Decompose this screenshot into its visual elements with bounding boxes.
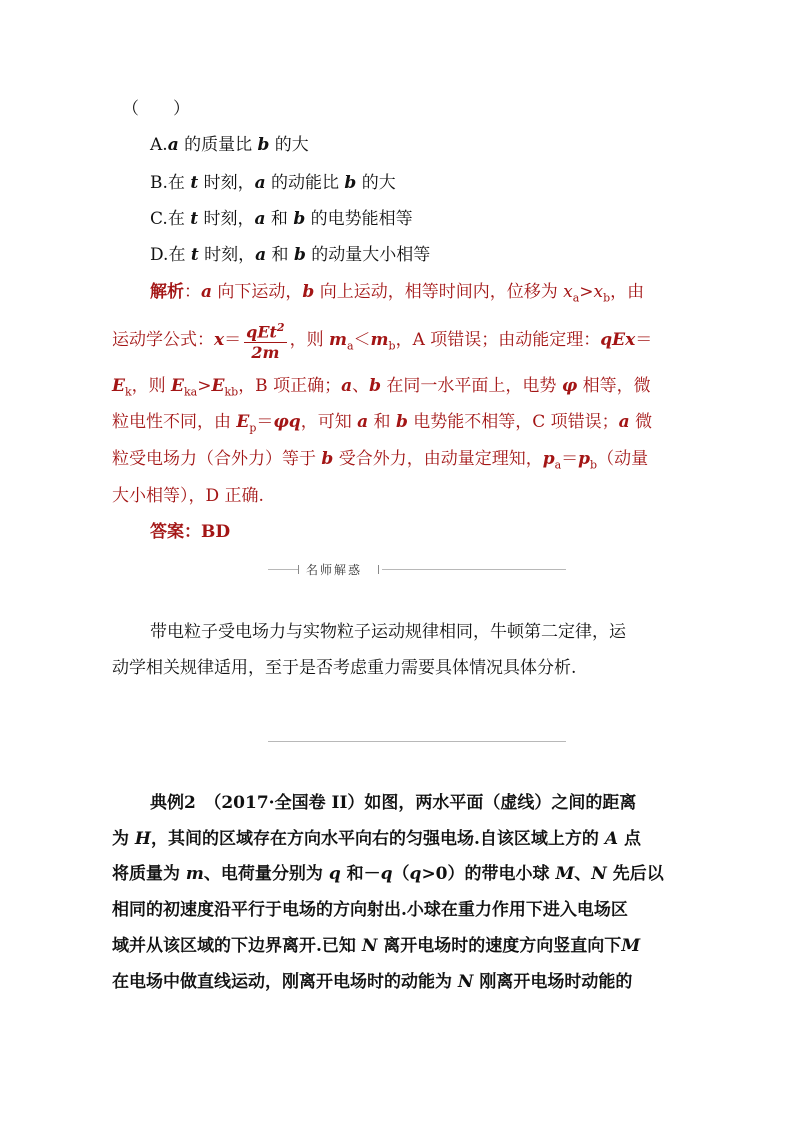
answer-line: 答案：BD (150, 522, 231, 542)
box-top-divider-tick-right (378, 565, 379, 574)
analysis-line-5: 粒受电场力（合外力）等于 b 受合外力，由动量定理知，$p_a=p_b$（动量 (112, 449, 649, 472)
fraction-qet2-over-2m: $\frac{qEt^2}{2m}$ (244, 318, 286, 363)
teacher-box-line-2: 动学相关规律适用，至于是否考虑重力需要具体情况具体分析. (112, 658, 577, 678)
box-bottom-divider (268, 741, 566, 742)
option-b: B.在 t 时刻，a 的动能比 b 的大 (150, 173, 396, 193)
example-line-4: 相同的初速度沿平行于电场的方向射出.小球在重力作用下进入电场区 (112, 900, 628, 920)
example-line-3: 将质量为 m、电荷量分别为 q 和－q（q>0）的带电小球 M、N 先后以 (112, 864, 664, 884)
answer-blank: （ ） (122, 99, 190, 119)
teacher-box-title: 名师解惑 (306, 563, 363, 577)
teacher-box-line-1: 带电粒子受电场力与实物粒子运动规律相同，牛顿第二定律，运 (150, 622, 626, 642)
option-d: D.在 t 时刻，a 和 b 的动量大小相等 (150, 245, 431, 265)
analysis-line-4: 粒电性不同，由 $E_p=\varphi q$，可知 a 和 b 电势能不相等，C 项错误；a 微 (112, 412, 653, 435)
box-top-divider-right (382, 569, 566, 570)
example-line-2: 为 H，其间的区域存在方向水平向右的匀强电场.自该区域上方的 A 点 (112, 829, 641, 849)
option-a: A.a 的质量比 b 的大 (150, 135, 309, 155)
example-line-5: 域并从该区域的下边界离开.已知 N 离开电场时的速度方向竖直向下M (112, 936, 641, 956)
analysis-line-1: 解析：a 向下运动，b 向上运动，相等时间内，位移为 $x_a>x_b$，由 (150, 282, 645, 305)
box-top-divider-left-short (268, 569, 298, 570)
option-c: C.在 t 时刻，a 和 b 的电势能相等 (150, 209, 413, 229)
example-line-1: 典例2 （2017·全国卷 II）如图，两水平面（虚线）之间的距离 (150, 793, 637, 813)
analysis-line-2: 运动学公式：x＝ $\frac{qEt^2}{2m}$ ，则 $m_a<m_b$，A 项错误；由动能定理：qEx＝ (112, 318, 652, 369)
analysis-line-6: 大小相等），D 正确. (112, 486, 264, 506)
box-top-divider-tick-left (298, 565, 299, 574)
example-line-6: 在电场中做直线运动，刚离开电场时的动能为 N 刚离开电场时动能的 (112, 972, 633, 992)
analysis-line-3: $E_k$，则 $E_{ka}>E_{kb}$，B 项正确；a、b 在同一水平面上，电势 φ 相等，微 (112, 376, 651, 399)
